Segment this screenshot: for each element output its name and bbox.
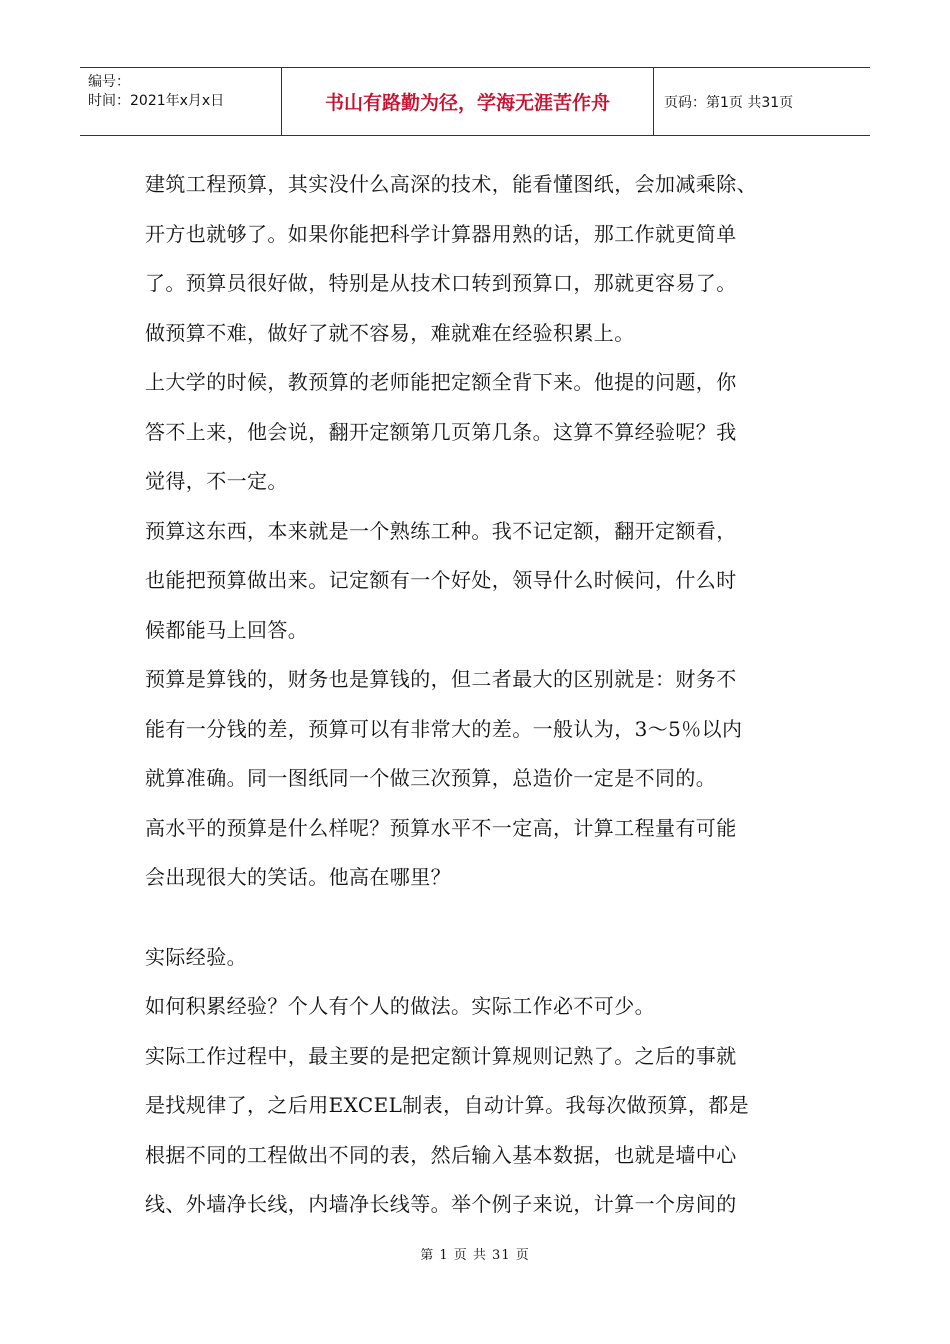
paragraph-gap [145, 903, 810, 933]
text-line: 上大学的时候，教预算的老师能把定额全背下来。他提的问题，你 [145, 370, 737, 394]
text-line: 候都能马上回答。 [145, 617, 309, 642]
text-line: 就算准确。同一图纸同一个做三次预算，总造价一定是不同的。 [145, 766, 717, 790]
header-page-info: 页码：第1页 共31页 [664, 94, 794, 111]
text-line: 线、外墙净长线，内墙净长线等。举个例子来说，计算一个房间的 [145, 1192, 737, 1216]
text-line: 了。预算员很好做，特别是从技术口转到预算口，那就更容易了。 [145, 271, 737, 295]
text-line: 会出现很大的笑话。他高在哪里？ [145, 865, 451, 889]
text-line: 预算是算钱的，财务也是算钱的，但二者最大的区别就是：财务不 [145, 667, 737, 691]
text-line: 根据不同的工程做出不同的表，然后输入基本数据，也就是墙中心 [145, 1142, 737, 1167]
number-label: 编号： [88, 74, 130, 90]
text-line: 也能把预算做出来。记定额有一个好处，领导什么时候问，什么时 [145, 568, 737, 592]
text-line: 能有一分钱的差，预算可以有非常大的差。一般认为，3～5％以内 [145, 716, 743, 741]
text-line: 实际经验。 [145, 944, 247, 969]
text-line: 高水平的预算是什么样呢？预算水平不一定高，计算工程量有可能 [145, 815, 737, 840]
text-line: 是找规律了，之后用EXCEL制表，自动计算。我每次做预算，都是 [145, 1093, 750, 1117]
page-header [80, 67, 870, 136]
page-footer: 第 1 页 共 31 页 [420, 1248, 530, 1263]
text-line: 觉得，不一定。 [145, 469, 288, 493]
text-line: 答不上来，他会说，翻开定额第几页第几条。这算不算经验呢？我 [145, 419, 737, 444]
text-line: 实际工作过程中，最主要的是把定额计算规则记熟了。之后的事就 [145, 1043, 737, 1068]
text-line: 做预算不难，做好了就不容易，难就难在经验积累上。 [145, 320, 635, 345]
text-line: 建筑工程预算，其实没什么高深的技术，能看懂图纸，会加减乘除、 [145, 172, 757, 196]
header-meta [80, 68, 282, 135]
text-line: 预算这东西，本来就是一个熟练工种。我不记定额，翻开定额看， [145, 518, 737, 543]
text-line: 如何积累经验？个人有个人的做法。实际工作必不可少。 [145, 994, 655, 1018]
time-label: 时间：2021年x月x日 [88, 93, 225, 109]
header-motto: 书山有路勤为径，学海无涯苦作舟 [282, 68, 654, 135]
text-line: 开方也就够了。如果你能把科学计算器用熟的话，那工作就更简单 [145, 221, 737, 246]
document-body [145, 160, 810, 1230]
